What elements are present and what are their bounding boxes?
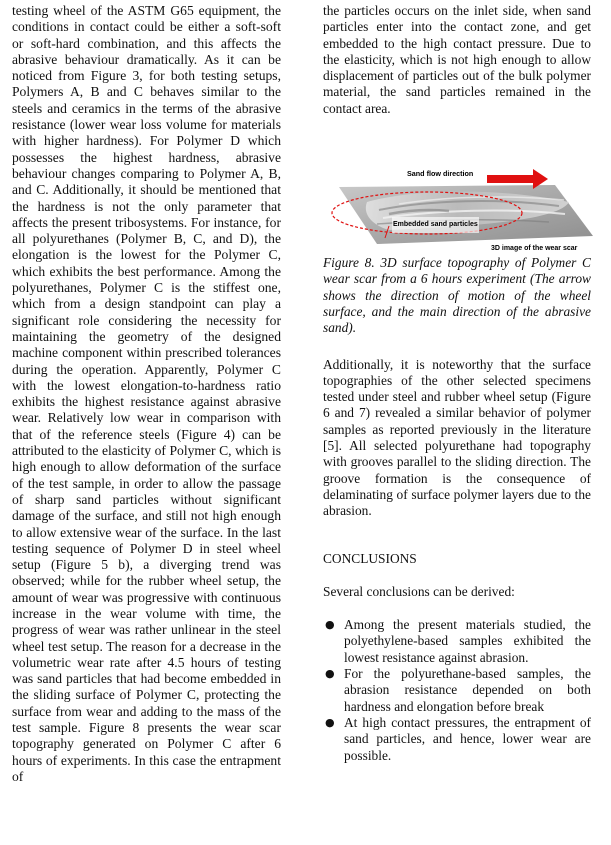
left-column (12, 3, 281, 785)
figure-8 (319, 140, 593, 255)
continuation-paragraph: the particles occurs on the inlet side, when sand particles enter into the contact zone, and get embedded to the high contact pressure. Due to the elasticity, which is not high enough to allow displacement of particles out of the bulk polymer material, the sand particles remained in the contact area. (323, 3, 591, 116)
bullet-icon: ● (325, 618, 335, 632)
conclusions-heading: CONCLUSIONS (323, 550, 417, 566)
list-item: ● For the polyurethane-based samples, the abrasion resistance depended on both hardness and elongation before break (325, 666, 591, 714)
topography-paragraph: Additionally, it is noteworthy that the surface topographies of the other selected specimens tested under steel and rubber wheel setup (Figure 6 and 7) revealed a similar behavior of polymer samples as reported previously in the literature [5]. All selected polyurethane had topography with grooves parallel to the sliding direction. The groove formation is the consequence of delaminating of surface polymer layers due to the abrasion. (323, 356, 591, 519)
sand-flow-label: Sand flow direction (407, 169, 474, 179)
bullet-icon: ● (325, 667, 335, 681)
list-item: ● At high contact pressures, the entrapment of sand particles, and hence, lower wear are possible. (325, 714, 591, 763)
embedded-particles-label: Embedded sand particles (392, 217, 479, 233)
conclusions-list (323, 617, 591, 764)
figure-caption: Figure 8. 3D surface topography of Polymer C wear scar from a 6 hours experiment (The arrow shows the direction of motion of the wheel surface, and the main direction of the abrasive sand). (323, 255, 591, 336)
left-column-text: testing wheel of the ASTM G65 equipment, the conditions in contact could be either a soft-soft or soft-hard combination, and this affects the abrasive behaviour dramatically. As it can be noticed from Figure 3, for both testing setups, Polymers A, B and C behaves similar to the steels and ceramics in the terms of the abrasive resistance (lower wear loss volume for materials with higher hardness). For Polymer D which possesses the highest hardness, abrasive behaviour changes comparing to Polymer A, B, and C. Additionally, it should be mentioned that the hardness is not the only parameter that affects the present tribosystems. For instance, for all polyurethanes (Polymer B, C, and D), the elongation is the lowest for the Polymer C, which exhibits the best performance. Among the polyurethanes, Polymer C is the stiffest one, which from a design standpoint can play a significant role considering the necessity for maintaining the geometry of the designed machine component within prescribed tolerances during the operation. Apparently, Polymer C with the lowest elongation-to-hardness ratio exhibits the highest resistance against abrasive wear. Relatively low wear in comparison with that of the reference steels (Figure 4) can be attributed to the elasticity of Polymer C, which is high enough to allow deformation of the surface of the test sample, in order to allow the passage of sharp sand particles without significant damage of the surface, and still not high enough to allow extensive wear of the surface. In the last testing sequence of Polymer D in steel wheel setup (Figure 5 b), a diverging trend was observed; while for the rubber wheel setup, the amount of wear was progressive with continuous increase in the wear volume with time, the progress of wear was rather unlinear in the steel wheel test setup. The reason for a decrease in the volumetric wear rate after 4.5 hours of testing was sand particles that had become embedded in the sliding surface of Polymer C, protecting the surface from wear and adding to the mass of the test sample. Figure 8 presents the wear scar topography generated on Polymer C after 6 hours of experiments. In this case the entrapment of (12, 3, 281, 784)
wear-scar-image (319, 140, 593, 255)
image-title-label: 3D image of the wear scar (491, 245, 578, 253)
bullet-icon: ● (325, 715, 335, 729)
conclusions-intro: Several conclusions can be derived: (323, 583, 515, 599)
right-column (323, 3, 591, 764)
list-item: ● Among the present materials studied, the polyethylene-based samples exhibited the lowest resistance against abrasion. (325, 617, 591, 665)
